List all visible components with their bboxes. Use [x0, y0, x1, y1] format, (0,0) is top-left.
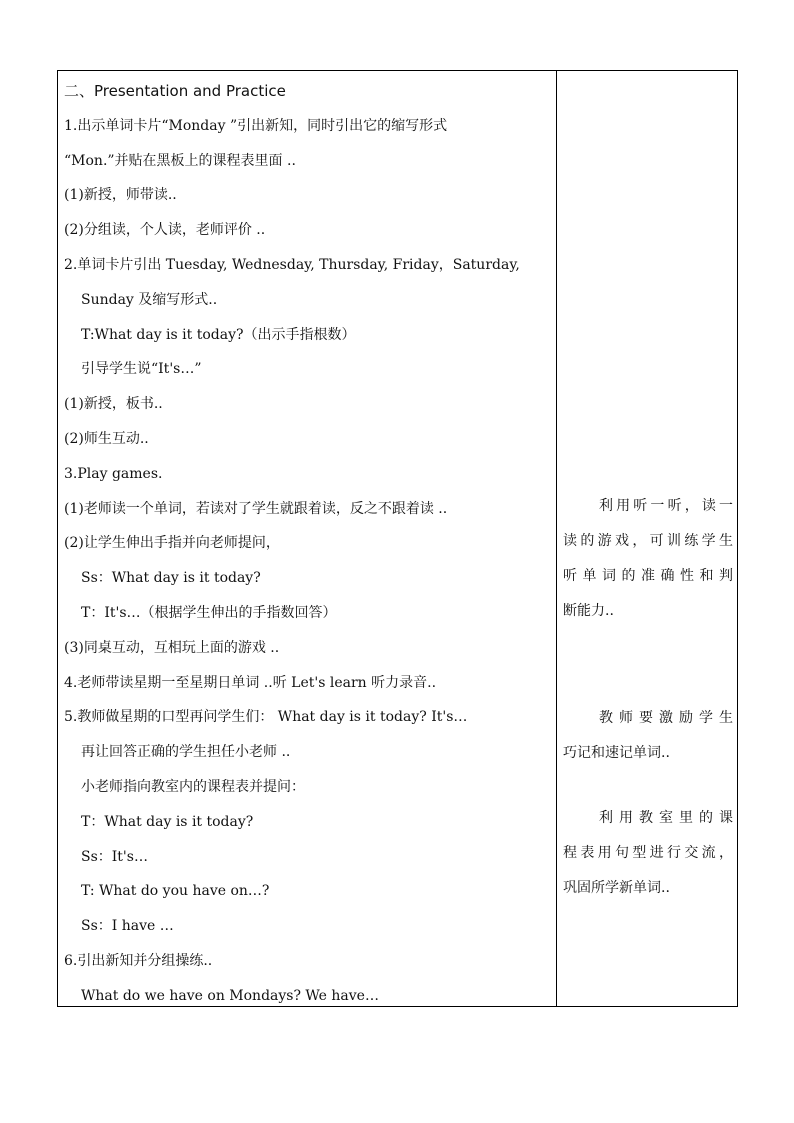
procedure-line: (1)新授，板书.. [64, 396, 163, 413]
procedure-line: (2)让学生伸出手指并向老师提问， [64, 535, 280, 552]
procedure-line: 2.单词卡片引出 Tuesday, Wednesday, Thursday, Friday，Saturday, [64, 256, 520, 273]
note-line: 听单词的准确性和判 [563, 568, 733, 584]
design-note-games [563, 489, 733, 629]
note-line: 断能力.. [563, 603, 614, 619]
procedure-line: Ss：I have … [81, 918, 174, 935]
note-line: 利用听一听，读一 [599, 498, 733, 514]
procedure-line: 3.Play games. [64, 465, 163, 482]
design-note-timetable [563, 801, 733, 906]
procedure-line: (2)师生互动.. [64, 430, 149, 447]
procedure-line: (2)分组读，个人读，老师评价 .. [64, 222, 266, 239]
note-line: 巩固所学新单词.. [563, 880, 670, 896]
procedure-line: T：What day is it today? [81, 813, 254, 830]
procedure-column [64, 74, 552, 1014]
note-line: 巧记和速记单词.. [563, 745, 670, 761]
procedure-line: 6.引出新知并分组操练.. [64, 952, 213, 969]
procedure-line: 引导学生说“It's…” [81, 361, 202, 378]
procedure-line: (1)新授，师带读.. [64, 187, 177, 204]
procedure-line: Ss：What day is it today? [81, 570, 261, 587]
procedure-line: T：It's…（根据学生伸出的手指数回答） [81, 604, 337, 621]
procedure-line: (3)同桌互动，互相玩上面的游戏 .. [64, 639, 280, 656]
procedure-line: T: What do you have on…? [81, 883, 270, 900]
note-line: 利用教室里的课 [599, 810, 733, 826]
column-divider [556, 70, 557, 1007]
procedure-line: T:What day is it today?（出示手指根数） [81, 326, 356, 343]
procedure-line: 4.老师带读星期一至星期日单词 ..听 Let's learn 听力录音.. [64, 674, 437, 691]
note-line: 教师要激励学生 [599, 710, 733, 726]
procedure-line: 再让回答正确的学生担任小老师 .. [81, 744, 291, 761]
procedure-line: 二、Presentation and Practice [64, 82, 286, 100]
procedure-line: What do we have on Mondays? We have… [81, 987, 379, 1004]
procedure-line: 5.教师做星期的口型再问学生们： What day is it today? It's… [64, 709, 468, 726]
procedure-line: (1)老师读一个单词，若读对了学生就跟着读，反之不跟着读 .. [64, 500, 448, 517]
design-note-memorize [563, 701, 733, 771]
procedure-line: 1.出示单词卡片“Monday ”引出新知，同时引出它的缩写形式 [64, 117, 448, 134]
note-line: 读的游戏，可训练学生 [563, 533, 733, 549]
procedure-line: Sunday 及缩写形式.. [81, 291, 218, 308]
procedure-line: “Mon.”并贴在黑板上的课程表里面 .. [64, 152, 296, 169]
procedure-line: 小老师指向教室内的课程表并提问： [81, 778, 305, 795]
procedure-line: Ss：It's… [81, 848, 148, 865]
note-line: 程表用句型进行交流， [563, 845, 733, 861]
